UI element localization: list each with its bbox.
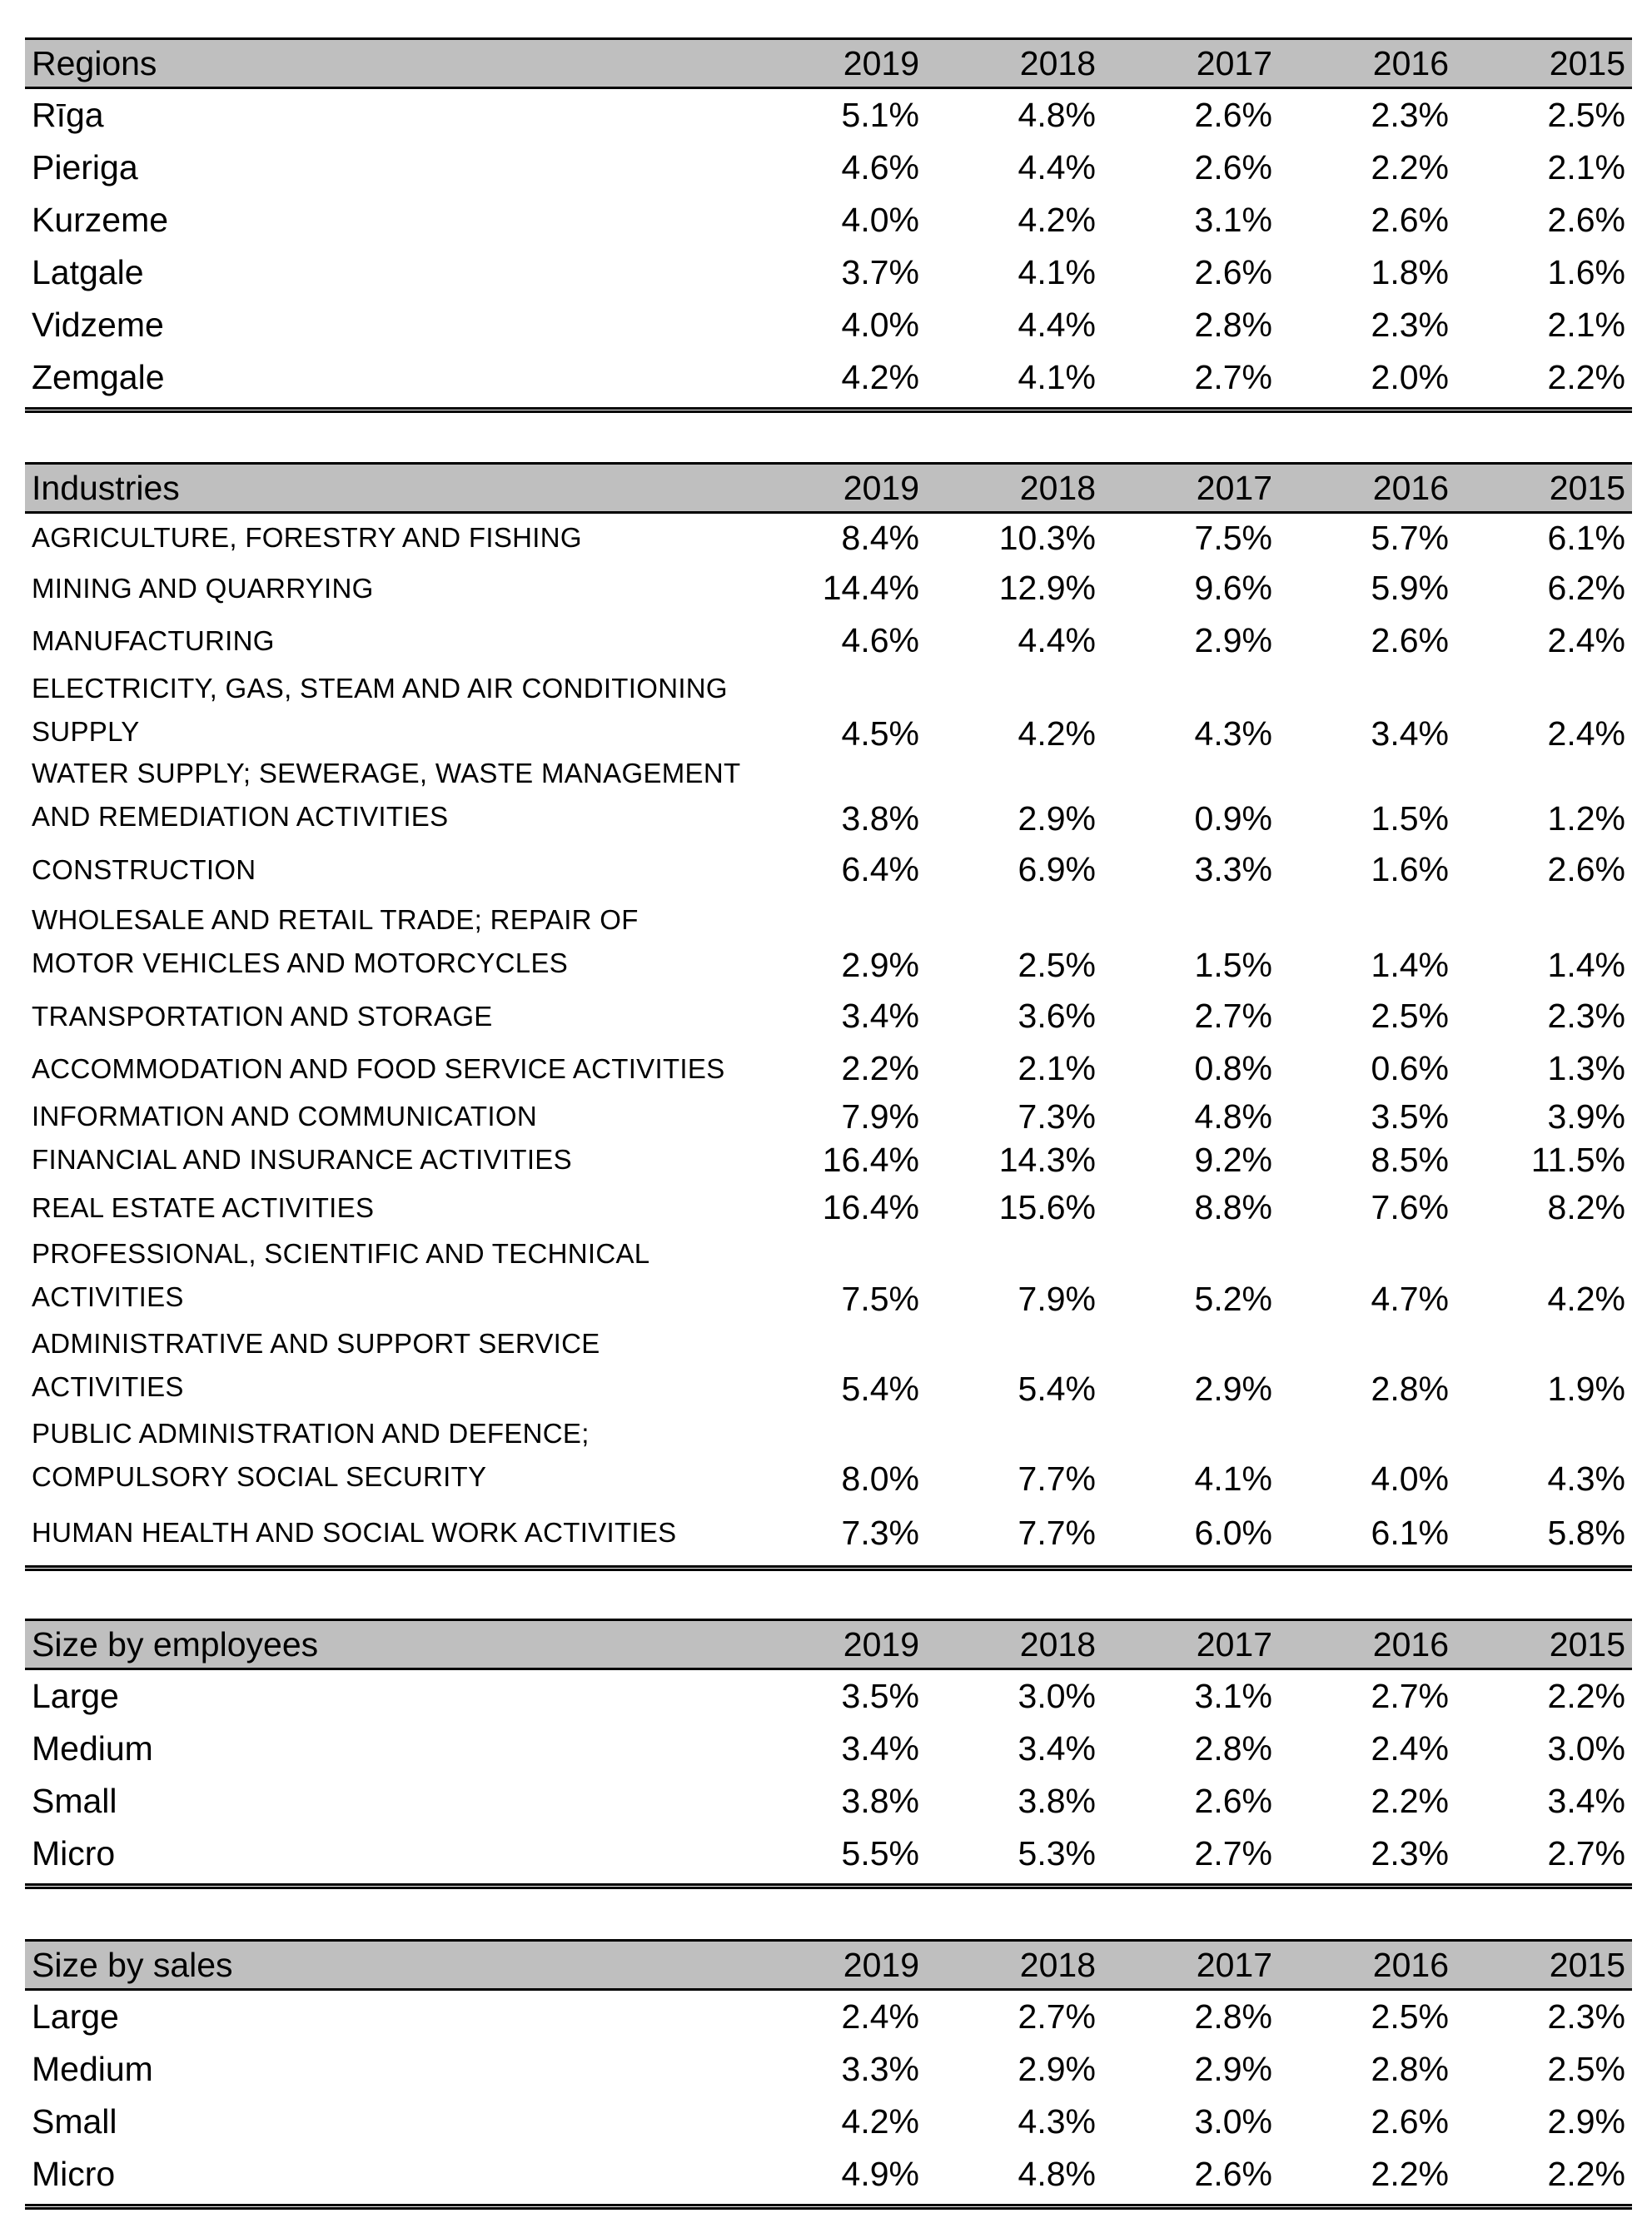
cell-value: 4.4%	[1018, 621, 1096, 659]
regions-body	[25, 89, 1632, 404]
cell-value: 9.2%	[1194, 1140, 1272, 1179]
cell-value: 2.9%	[841, 946, 919, 984]
cell-value: 5.1%	[841, 96, 919, 134]
table-row	[25, 514, 1632, 562]
cell-value: 1.2%	[1547, 799, 1625, 838]
cell-value: 5.2%	[1194, 1280, 1272, 1318]
cell-value: 7.5%	[841, 1280, 919, 1318]
table-row	[25, 2043, 1632, 2096]
cell-value: 2.3%	[1547, 1997, 1625, 2036]
table-row	[25, 667, 1632, 758]
row-label: Vidzeme	[32, 306, 164, 344]
cell-value: 3.5%	[1371, 1097, 1449, 1136]
cell-value: 2.3%	[1371, 96, 1449, 134]
cell-value: 2.7%	[1194, 1834, 1272, 1872]
row-label: Small	[32, 2102, 117, 2141]
cell-value: 0.9%	[1194, 799, 1272, 838]
cell-value: 8.0%	[841, 1460, 919, 1498]
cell-value: 2.6%	[1194, 1782, 1272, 1820]
cell-value: 8.4%	[841, 518, 919, 557]
row-label	[25, 1322, 749, 1409]
cell-value: 2.2%	[1547, 1677, 1625, 1715]
cell-value: 7.6%	[1371, 1188, 1449, 1226]
cell-value: 6.0%	[1194, 1513, 1272, 1552]
cell-value: 4.4%	[1018, 148, 1096, 186]
cell-value: 2.5%	[1018, 946, 1096, 984]
row-label: Micro	[32, 2155, 116, 2193]
table-row	[25, 1991, 1632, 2043]
cell-value: 5.8%	[1547, 1513, 1625, 1552]
regions-table	[25, 37, 1632, 413]
cell-value: 0.6%	[1371, 1049, 1449, 1087]
row-label: FINANCIAL AND INSURANCE ACTIVITIES	[32, 1144, 572, 1175]
cell-value: 4.8%	[1018, 96, 1096, 134]
row-label: Small	[32, 1782, 117, 1820]
row-label: Rīga	[32, 96, 104, 134]
cell-value: 7.9%	[841, 1097, 919, 1136]
row-label: REAL ESTATE ACTIVITIES	[32, 1191, 375, 1223]
cell-value: 5.7%	[1371, 518, 1449, 557]
cell-value: 12.9%	[998, 569, 1096, 607]
cell-value: 5.4%	[841, 1370, 919, 1408]
cell-value: 8.5%	[1371, 1140, 1449, 1179]
table-row	[25, 1670, 1632, 1723]
regions-header	[25, 37, 1632, 89]
table-row	[25, 351, 1632, 404]
row-label: TRANSPORTATION AND STORAGE	[32, 1000, 493, 1032]
cell-value: 4.0%	[841, 306, 919, 344]
cell-value: 15.6%	[998, 1188, 1096, 1226]
cell-value: 2.5%	[1547, 96, 1625, 134]
cell-value: 8.2%	[1547, 1188, 1625, 1226]
cell-value: 2.6%	[1371, 2102, 1449, 2141]
table-row	[25, 1775, 1632, 1828]
table-row	[25, 1324, 1632, 1414]
row-label: Large	[32, 1677, 119, 1715]
table-row	[25, 1042, 1632, 1095]
row-label-line-1: PROFESSIONAL, SCIENTIFIC AND TECHNICAL	[32, 1238, 650, 1269]
cell-value: 3.9%	[1547, 1097, 1625, 1136]
cell-value: 2.4%	[841, 1997, 919, 2036]
year-2019-header: 2019	[843, 43, 919, 82]
year-2017-header: 2017	[1196, 1945, 1272, 1984]
cell-value: 4.4%	[1018, 306, 1096, 344]
year-2019-header: 2019	[843, 1945, 919, 1984]
row-label: Latgale	[32, 253, 144, 291]
table-row	[25, 1234, 1632, 1324]
table-row	[25, 142, 1632, 194]
cell-value: 3.0%	[1547, 1729, 1625, 1768]
cell-value: 4.8%	[1018, 2155, 1096, 2193]
year-2018-header: 2018	[1019, 1624, 1096, 1664]
cell-value: 4.5%	[841, 714, 919, 753]
cell-value: 1.3%	[1547, 1049, 1625, 1087]
cell-value: 2.8%	[1194, 1997, 1272, 2036]
cell-value: 3.6%	[1018, 997, 1096, 1035]
cell-value: 2.6%	[1371, 201, 1449, 239]
cell-value: 2.4%	[1371, 1729, 1449, 1768]
cell-value: 4.2%	[1018, 714, 1096, 753]
cell-value: 2.7%	[1547, 1834, 1625, 1872]
cell-value: 3.1%	[1194, 201, 1272, 239]
size-by-sales-header	[25, 1939, 1632, 1991]
cell-value: 4.7%	[1371, 1280, 1449, 1318]
table-row	[25, 1723, 1632, 1775]
table-row	[25, 1095, 1632, 1138]
table-row	[25, 299, 1632, 351]
cell-value: 4.6%	[841, 621, 919, 659]
row-label	[25, 1232, 749, 1319]
cell-value: 4.1%	[1018, 253, 1096, 291]
table-row	[25, 89, 1632, 142]
cell-value: 11.5%	[1530, 1140, 1625, 1179]
cell-value: 3.8%	[841, 1782, 919, 1820]
cell-value: 2.3%	[1547, 997, 1625, 1035]
cell-value: 14.3%	[998, 1140, 1096, 1179]
year-2017-header: 2017	[1196, 43, 1272, 82]
cell-value: 4.8%	[1194, 1097, 1272, 1136]
cell-value: 4.2%	[841, 2102, 919, 2141]
cell-value: 4.2%	[1547, 1280, 1625, 1318]
cell-value: 4.9%	[841, 2155, 919, 2193]
cell-value: 2.3%	[1371, 1834, 1449, 1872]
cell-value: 3.4%	[1371, 714, 1449, 753]
cell-value: 3.7%	[841, 253, 919, 291]
cell-value: 2.2%	[841, 1049, 919, 1087]
table-row	[25, 2096, 1632, 2148]
cell-value: 6.9%	[1018, 850, 1096, 888]
cell-value: 2.6%	[1194, 96, 1272, 134]
cell-value: 1.5%	[1194, 946, 1272, 984]
cell-value: 2.5%	[1371, 997, 1449, 1035]
size-by-employees-table	[25, 1619, 1632, 1889]
cell-value: 2.8%	[1371, 2050, 1449, 2088]
cell-value: 1.8%	[1371, 253, 1449, 291]
cell-value: 1.5%	[1371, 799, 1449, 838]
row-label-line-2: SUPPLY	[32, 716, 140, 747]
row-label: Kurzeme	[32, 201, 169, 239]
cell-value: 1.4%	[1371, 946, 1449, 984]
cell-value: 2.2%	[1547, 2155, 1625, 2193]
year-2017-header: 2017	[1196, 1624, 1272, 1664]
cell-value: 2.9%	[1018, 2050, 1096, 2088]
row-label: AGRICULTURE, FORESTRY AND FISHING	[32, 522, 582, 553]
table-end-rule	[25, 407, 1632, 413]
cell-value: 5.4%	[1018, 1370, 1096, 1408]
table-end-rule	[25, 1883, 1632, 1889]
cell-value: 2.7%	[1194, 358, 1272, 396]
cell-value: 4.2%	[1018, 201, 1096, 239]
row-label: HUMAN HEALTH AND SOCIAL WORK ACTIVITIES	[32, 1517, 677, 1548]
cell-value: 2.2%	[1547, 358, 1625, 396]
table-row	[25, 2148, 1632, 2201]
year-2018-header: 2018	[1019, 43, 1096, 82]
year-2018-header: 2018	[1019, 468, 1096, 507]
cell-value: 3.4%	[1018, 1729, 1096, 1768]
row-label	[25, 752, 749, 838]
table-row	[25, 843, 1632, 896]
cell-value: 7.3%	[1018, 1097, 1096, 1136]
cell-value: 10.3%	[998, 518, 1096, 557]
cell-value: 2.6%	[1194, 148, 1272, 186]
cell-value: 3.1%	[1194, 1677, 1272, 1715]
cell-value: 2.5%	[1547, 2050, 1625, 2088]
cell-value: 2.5%	[1371, 1997, 1449, 2036]
size-by-sales-body	[25, 1991, 1632, 2201]
cell-value: 7.3%	[841, 1513, 919, 1552]
cell-value: 2.8%	[1194, 306, 1272, 344]
cell-value: 3.4%	[1547, 1782, 1625, 1820]
cell-value: 2.4%	[1547, 714, 1625, 753]
cell-value: 2.9%	[1194, 621, 1272, 659]
cell-value: 3.4%	[841, 1729, 919, 1768]
cell-value: 2.6%	[1547, 850, 1625, 888]
table-row	[25, 194, 1632, 246]
cell-value: 4.3%	[1547, 1460, 1625, 1498]
table-row	[25, 562, 1632, 614]
cell-value: 2.7%	[1371, 1677, 1449, 1715]
cell-value: 1.6%	[1547, 253, 1625, 291]
year-2016-header: 2016	[1372, 43, 1449, 82]
cell-value: 2.1%	[1018, 1049, 1096, 1087]
cell-value: 3.5%	[841, 1677, 919, 1715]
industries-table	[25, 462, 1632, 1571]
cell-value: 2.9%	[1018, 799, 1096, 838]
cell-value: 2.8%	[1371, 1370, 1449, 1408]
cell-value: 14.4%	[822, 569, 919, 607]
regions-title: Regions	[32, 43, 157, 82]
table-row	[25, 1138, 1632, 1181]
table-end-rule	[25, 2204, 1632, 2210]
cell-value: 2.6%	[1547, 201, 1625, 239]
cell-value: 7.5%	[1194, 518, 1272, 557]
row-label: CONSTRUCTION	[32, 853, 256, 885]
table-row	[25, 614, 1632, 667]
cell-value: 4.6%	[841, 148, 919, 186]
year-2015-header: 2015	[1549, 468, 1625, 507]
cell-value: 1.6%	[1371, 850, 1449, 888]
cell-value: 2.6%	[1194, 2155, 1272, 2193]
cell-value: 6.1%	[1371, 1513, 1449, 1552]
table-row	[25, 1181, 1632, 1234]
year-2017-header: 2017	[1196, 468, 1272, 507]
cell-value: 4.0%	[841, 201, 919, 239]
cell-value: 2.6%	[1371, 621, 1449, 659]
cell-value: 4.3%	[1194, 714, 1272, 753]
cell-value: 2.1%	[1547, 306, 1625, 344]
row-label-line-2: ACTIVITIES	[32, 1371, 184, 1402]
cell-value: 9.6%	[1194, 569, 1272, 607]
year-2015-header: 2015	[1549, 1624, 1625, 1664]
size-by-employees-title: Size by employees	[32, 1624, 319, 1664]
cell-value: 4.0%	[1371, 1460, 1449, 1498]
cell-value: 6.1%	[1547, 518, 1625, 557]
row-label-line-2: COMPULSORY SOCIAL SECURITY	[32, 1461, 487, 1492]
cell-value: 2.2%	[1371, 1782, 1449, 1820]
cell-value: 4.1%	[1194, 1460, 1272, 1498]
row-label: Large	[32, 1997, 119, 2036]
row-label-line-1: ELECTRICITY, GAS, STEAM AND AIR CONDITIONING	[32, 673, 728, 704]
row-label	[25, 667, 749, 753]
cell-value: 2.7%	[1018, 1997, 1096, 2036]
cell-value: 8.8%	[1194, 1188, 1272, 1226]
cell-value: 5.3%	[1018, 1834, 1096, 1872]
year-2016-header: 2016	[1372, 468, 1449, 507]
row-label: ACCOMMODATION AND FOOD SERVICE ACTIVITIES	[32, 1052, 725, 1084]
row-label-line-1: WATER SUPPLY; SEWERAGE, WASTE MANAGEMENT	[32, 758, 741, 788]
table-end-rule	[25, 1565, 1632, 1571]
cell-value: 2.9%	[1547, 2102, 1625, 2141]
row-label-line-2: AND REMEDIATION ACTIVITIES	[32, 801, 449, 832]
size-by-employees-body	[25, 1670, 1632, 1880]
table-row	[25, 1828, 1632, 1880]
cell-value: 2.2%	[1371, 148, 1449, 186]
cell-value: 3.3%	[841, 2050, 919, 2088]
cell-value: 7.9%	[1018, 1280, 1096, 1318]
cell-value: 2.0%	[1371, 358, 1449, 396]
cell-value: 5.5%	[841, 1834, 919, 1872]
cell-value: 3.3%	[1194, 850, 1272, 888]
cell-value: 7.7%	[1018, 1460, 1096, 1498]
cell-value: 3.0%	[1018, 1677, 1096, 1715]
row-label: INFORMATION AND COMMUNICATION	[32, 1101, 537, 1131]
cell-value: 3.8%	[1018, 1782, 1096, 1820]
row-label-line-1: WHOLESALE AND RETAIL TRADE; REPAIR OF	[32, 904, 639, 935]
cell-value: 7.7%	[1018, 1513, 1096, 1552]
cell-value: 4.1%	[1018, 358, 1096, 396]
cell-value: 5.9%	[1371, 569, 1449, 607]
size-by-sales-title: Size by sales	[32, 1945, 233, 1984]
table-row	[25, 246, 1632, 299]
cell-value: 6.2%	[1547, 569, 1625, 607]
cell-value: 1.4%	[1547, 946, 1625, 984]
industries-title: Industries	[32, 468, 180, 507]
cell-value: 2.9%	[1194, 2050, 1272, 2088]
cell-value: 2.6%	[1194, 253, 1272, 291]
cell-value: 2.2%	[1371, 2155, 1449, 2193]
row-label	[25, 898, 749, 985]
year-2019-header: 2019	[843, 468, 919, 507]
industries-body	[25, 514, 1632, 1562]
year-2015-header: 2015	[1549, 43, 1625, 82]
year-2016-header: 2016	[1372, 1624, 1449, 1664]
table-row	[25, 758, 1632, 843]
table-row	[25, 1414, 1632, 1504]
size-by-employees-header	[25, 1619, 1632, 1670]
row-label	[25, 1412, 749, 1499]
row-label: MANUFACTURING	[32, 624, 275, 656]
year-2016-header: 2016	[1372, 1945, 1449, 1984]
row-label: Pieriga	[32, 148, 138, 186]
cell-value: 2.1%	[1547, 148, 1625, 186]
industries-header	[25, 462, 1632, 514]
row-label: MINING AND QUARRYING	[32, 572, 374, 604]
cell-value: 2.7%	[1194, 997, 1272, 1035]
year-2019-header: 2019	[843, 1624, 919, 1664]
year-2015-header: 2015	[1549, 1945, 1625, 1984]
table-row	[25, 896, 1632, 990]
cell-value: 2.4%	[1547, 621, 1625, 659]
table-row	[25, 1504, 1632, 1562]
cell-value: 0.8%	[1194, 1049, 1272, 1087]
cell-value: 2.9%	[1194, 1370, 1272, 1408]
cell-value: 3.4%	[841, 997, 919, 1035]
cell-value: 16.4%	[822, 1188, 919, 1226]
cell-value: 2.3%	[1371, 306, 1449, 344]
cell-value: 4.2%	[841, 358, 919, 396]
cell-value: 1.9%	[1547, 1370, 1625, 1408]
cell-value: 2.8%	[1194, 1729, 1272, 1768]
cell-value: 4.3%	[1018, 2102, 1096, 2141]
row-label-line-1: PUBLIC ADMINISTRATION AND DEFENCE;	[32, 1418, 590, 1449]
row-label: Micro	[32, 1834, 116, 1872]
cell-value: 3.0%	[1194, 2102, 1272, 2141]
row-label-line-1: ADMINISTRATIVE AND SUPPORT SERVICE	[32, 1328, 600, 1359]
row-label: Medium	[32, 2050, 153, 2088]
row-label-line-2: ACTIVITIES	[32, 1281, 184, 1312]
cell-value: 16.4%	[822, 1140, 919, 1179]
row-label: Zemgale	[32, 358, 165, 396]
year-2018-header: 2018	[1019, 1945, 1096, 1984]
row-label-line-2: MOTOR VEHICLES AND MOTORCYCLES	[32, 947, 569, 978]
cell-value: 6.4%	[841, 850, 919, 888]
size-by-sales-table	[25, 1939, 1632, 2210]
row-label: Medium	[32, 1729, 153, 1768]
table-row	[25, 990, 1632, 1042]
cell-value: 3.8%	[841, 799, 919, 838]
